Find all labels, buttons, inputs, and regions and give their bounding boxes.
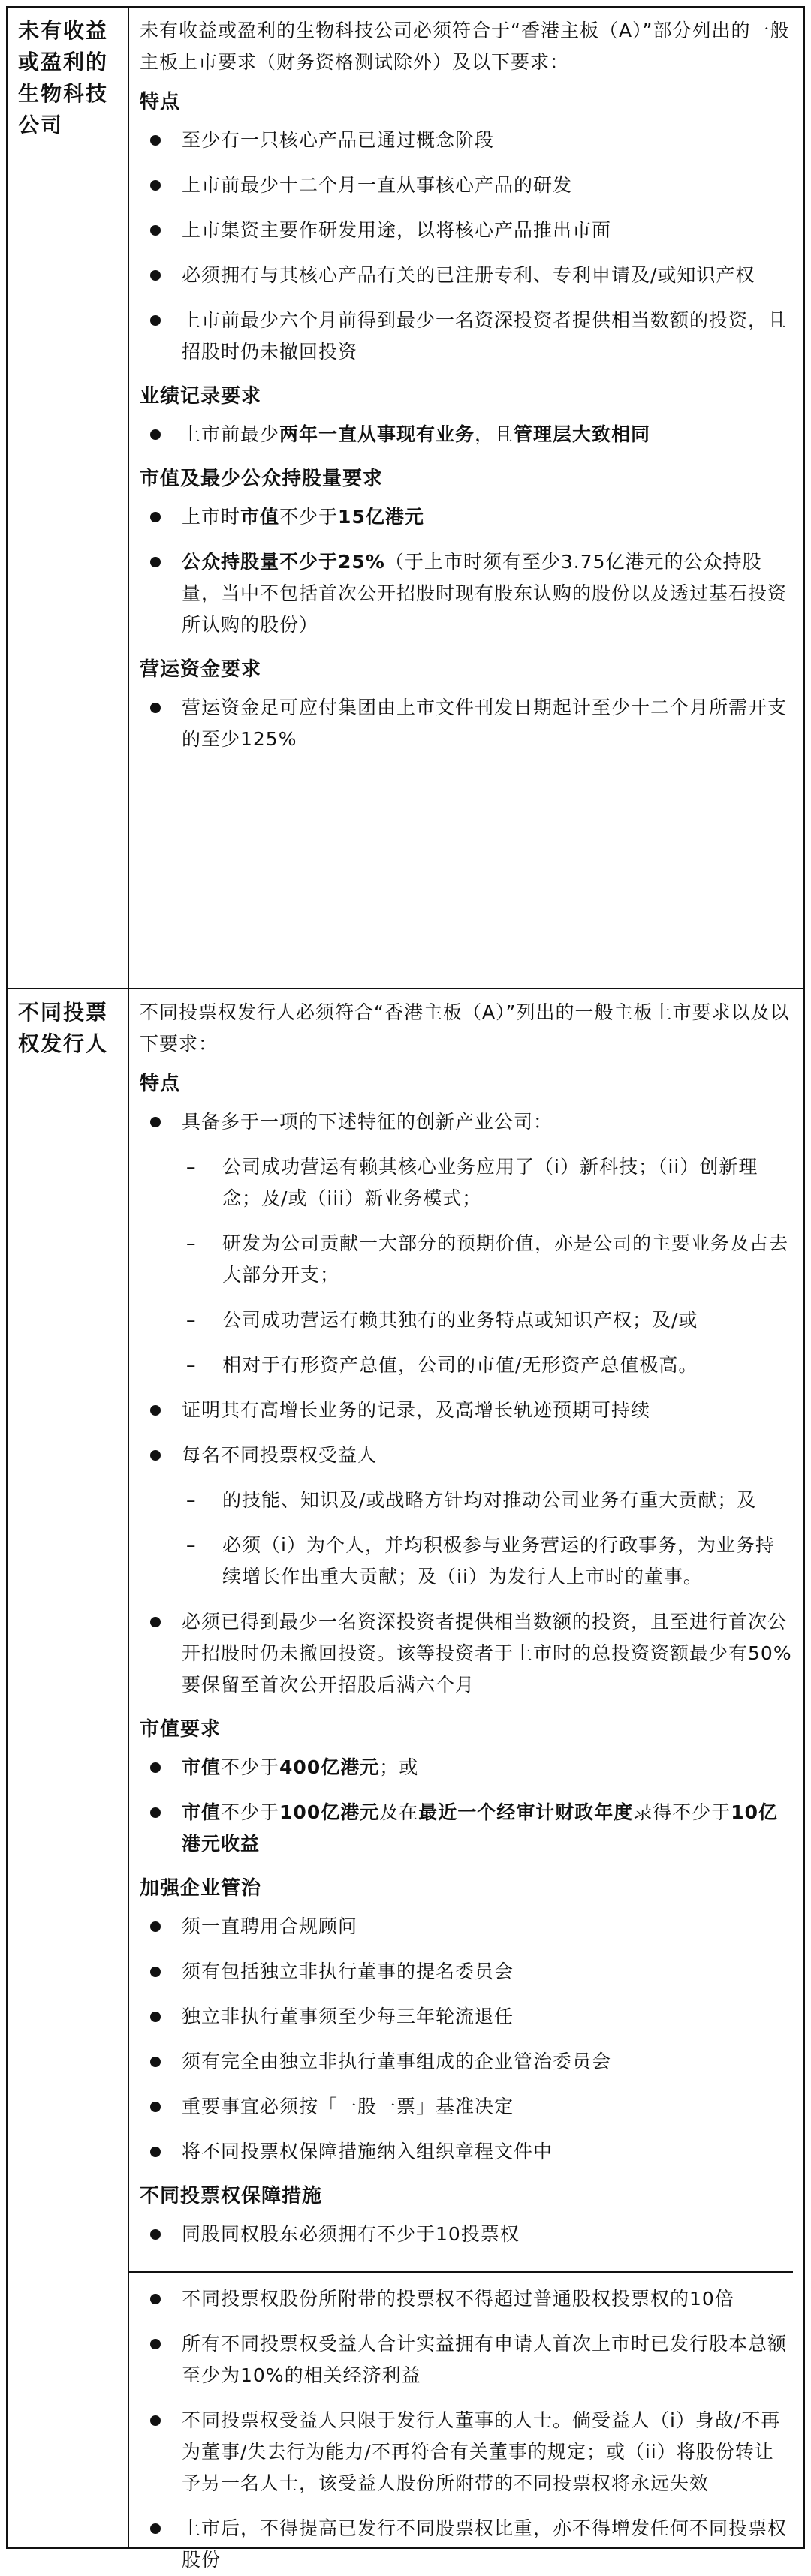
bullet-icon [150, 2012, 161, 2022]
bullet-icon [150, 1807, 161, 1818]
list-item [140, 692, 793, 755]
bullet-icon [150, 1762, 161, 1773]
section-heading-market-cap: 市值及最少公众持股量要求 [140, 468, 384, 490]
dash-icon: – [186, 1309, 197, 1331]
emphasis-text: 两年一直从事现有业务 [279, 423, 475, 445]
bullet-icon [150, 429, 161, 440]
bullet-icon [150, 1405, 161, 1416]
emphasis-text: 市值 [182, 1801, 222, 1823]
list-item-text: 须一直聘用合规顾问 [182, 1915, 358, 1937]
list-item-text: 所有不同投票权受益人合计实益拥有申请人首次上市时已发行股本总额至少为10%的相关经济利益 [182, 2333, 788, 2386]
section-heading-track-record: 业绩记录要求 [140, 385, 262, 408]
emphasis-text: 市值 [182, 1756, 222, 1778]
list-item-text: 上市时 [182, 506, 241, 528]
list-item-text: 上市前最少六个月前得到最少一名资深投资者提供相当数额的投资，且招股时仍未撤回投资 [182, 309, 788, 363]
list-item-text: 营运资金足可应付集团由上市文件刊发日期起计至少十二个月所需开支的至少125% [182, 697, 788, 750]
emphasis-text: 100亿港元 [279, 1801, 380, 1823]
bullet-icon [150, 180, 161, 191]
sub-list-item [140, 1228, 793, 1291]
list-item-text: 必须拥有与其核心产品有关的已注册专利、专利申请及/或知识产权 [182, 264, 755, 286]
bullet-icon [150, 2415, 161, 2426]
list-item [140, 215, 793, 246]
section-heading-governance: 加强企业管治 [140, 1877, 262, 1900]
sub-list-item [140, 1530, 793, 1593]
emphasis-text: 15亿港元 [338, 506, 424, 528]
bullet-icon [150, 135, 161, 146]
bullet-icon [150, 2147, 161, 2157]
list-item-text: 及在 [379, 1801, 419, 1823]
list-item [140, 419, 793, 450]
bullet-icon [150, 2339, 161, 2349]
bullet-icon [150, 703, 161, 713]
list-item [140, 1440, 793, 1471]
bullet-icon [150, 1450, 161, 1461]
dash-icon: – [186, 1232, 197, 1254]
list-item [140, 2219, 793, 2250]
list-item-text: 须有完全由独立非执行董事组成的企业管治委员会 [182, 2051, 612, 2072]
section-heading-working-capital: 营运资金要求 [140, 658, 262, 681]
sub-list-item-text: 研发为公司贡献一大部分的预期价值，亦是公司的主要业务及占去大部分开支； [222, 1232, 789, 1286]
sub-list-item [140, 1485, 793, 1516]
bullet-icon [150, 1617, 161, 1627]
bullet-icon [150, 315, 161, 326]
list-item [140, 546, 793, 641]
row-label: 未有收益或盈利的生物科技公司 [18, 18, 109, 137]
dash-icon: – [186, 1354, 197, 1376]
sub-list-item-text: 公司成功营运有赖其核心业务应用了（i）新科技；（ii）创新理念；及/或（iii）新业务模式； [222, 1156, 758, 1209]
list-item-text: ；或 [379, 1756, 419, 1778]
list-item-text: 上市前最少 [182, 423, 280, 445]
table-row-wvr-issuer [8, 989, 803, 2571]
list-item-text: 独立非执行董事须至少每三年轮流退任 [182, 2006, 514, 2027]
list-item-text: 不少于 [221, 1801, 280, 1823]
list-item [140, 1911, 793, 1943]
bullet-icon [150, 1967, 161, 1977]
row-label: 不同投票权发行人 [18, 1000, 109, 1056]
list-item [140, 2513, 793, 2576]
list-item [140, 1606, 793, 1701]
bullet-icon [150, 1117, 161, 1127]
list-item-text: 上市前最少十二个月一直从事核心产品的研发 [182, 174, 573, 196]
list-item [140, 2136, 793, 2168]
dash-icon: – [186, 1534, 197, 1556]
emphasis-text: 市值 [240, 506, 280, 528]
sub-list-item [140, 1305, 793, 1336]
list-item [140, 260, 793, 291]
row-content-cell [129, 989, 803, 2571]
bullet-icon [150, 2523, 161, 2534]
list-item [140, 2405, 793, 2499]
list-item-text: ，且 [475, 423, 514, 445]
list-item [140, 2001, 793, 2033]
list-item [140, 2328, 793, 2391]
list-item-text: 不少于 [221, 1756, 280, 1778]
dash-icon: – [186, 1489, 197, 1511]
list-item-text: （于上市时须有至少3.75亿港元的公众持股量，当中不包括首次公开招股时现有股东认购的股份以及透过基石投资所认购的股份） [182, 551, 788, 636]
list-item [140, 1752, 793, 1783]
list-item-text: 须有包括独立非执行董事的提名委员会 [182, 1961, 514, 1982]
bullet-icon [150, 270, 161, 281]
sub-list-item [140, 1151, 793, 1214]
list-item-text: 每名不同投票权受益人 [182, 1444, 378, 1466]
list-item [140, 2091, 793, 2123]
list-item-text: 至少有一只核心产品已通过概念阶段 [182, 129, 495, 151]
row-label-cell [8, 989, 129, 2547]
bullet-icon [150, 2102, 161, 2112]
emphasis-text: 公众持股量不少于25% [182, 551, 385, 573]
list-item-text: 上市集资主要作研发用途，以将核心产品推出市面 [182, 219, 612, 241]
bullet-icon [150, 512, 161, 522]
list-item [140, 2283, 793, 2315]
row-label-cell [8, 8, 129, 988]
list-item [140, 170, 793, 201]
list-item-text: 上市后，不得提高已发行不同股票权比重，亦不得增发任何不同投票权股份 [182, 2517, 788, 2571]
section-divider [129, 2271, 793, 2273]
requirements-table [6, 6, 805, 2571]
sub-list-item-text: 相对于有形资产总值，公司的市值/无形资产总值极高。 [222, 1354, 698, 1376]
emphasis-text: 10亿港元收益 [182, 1801, 779, 1855]
list-item [140, 305, 793, 368]
list-item-text: 录得不少于 [633, 1801, 731, 1823]
bullet-icon [150, 2057, 161, 2067]
list-item-text: 证明其有高增长业务的记录，及高增长轨迹预期可持续 [182, 1399, 651, 1421]
sub-list-item-text: 必须（i）为个人，并均积极参与业务营运的行政事务，为业务持续增长作出重大贡献；及（ii）为发行人上市时的董事。 [222, 1534, 775, 1587]
list-item-text: 不同投票权股份所附带的投票权不得超过普通股权投票权的10倍 [182, 2288, 734, 2310]
section-heading-features: 特点 [140, 1073, 181, 1095]
bullet-icon [150, 1921, 161, 1932]
list-item [140, 1106, 793, 1138]
list-item [140, 1395, 793, 1426]
bullet-icon [150, 2229, 161, 2240]
table-row-biotech [8, 8, 803, 989]
list-item-text: 具备多于一项的下述特征的创新产业公司： [182, 1111, 553, 1133]
section-heading-market-cap: 市值要求 [140, 1718, 222, 1741]
list-item [140, 1956, 793, 1988]
list-item [140, 125, 793, 156]
list-item-text: 同股同权股东必须拥有不少于10投票权 [182, 2223, 520, 2245]
bullet-icon [150, 557, 161, 567]
sub-list-item [140, 1350, 793, 1381]
list-item-text: 将不同投票权保障措施纳入组织章程文件中 [182, 2141, 553, 2162]
intro-text: 未有收益或盈利的生物科技公司必须符合于“香港主板（A）”部分列出的一般主板上市要求（财务资格测试除外）及以下要求： [140, 20, 790, 73]
section-heading-features: 特点 [140, 91, 181, 113]
emphasis-text: 管理层大致相同 [514, 423, 651, 445]
emphasis-text: 400亿港元 [279, 1756, 380, 1778]
row-content-cell [129, 8, 803, 988]
list-item-text: 不同投票权受益人只限于发行人董事的人士。倘受益人（i）身故/不再为董事/失去行为能力/不再符合有关董事的规定；或（ii）将股份转让予另一名人士，该受益人股份所附带的不同投票权将永远失效 [182, 2409, 781, 2494]
dash-icon: – [186, 1156, 197, 1178]
list-item [140, 501, 793, 533]
bullet-icon [150, 2294, 161, 2304]
intro-text: 不同投票权发行人必须符合“香港主板（A）”列出的一般主板上市要求以及以下要求： [140, 1001, 790, 1055]
sub-list-item-text: 的技能、知识及/或战略方针均对推动公司业务有重大贡献；及 [222, 1489, 757, 1511]
emphasis-text: 最近一个经审计财政年度 [418, 1801, 634, 1823]
list-item [140, 1797, 793, 1860]
section-heading-wvr-safeguards: 不同投票权保障措施 [140, 2185, 323, 2207]
list-item-text: 重要事宜必须按「一股一票」基准决定 [182, 2096, 514, 2117]
list-item [140, 2046, 793, 2078]
sub-list-item-text: 公司成功营运有赖其独有的业务特点或知识产权；及/或 [222, 1309, 698, 1331]
bullet-icon [150, 225, 161, 236]
list-item-text: 不少于 [279, 506, 339, 528]
list-item-text: 必须已得到最少一名资深投资者提供相当数额的投资，且至进行首次公开招股时仍未撤回投资。该等投资者于上市时的总投资资额最少有50%要保留至首次公开招股后满六个月 [182, 1611, 792, 1696]
